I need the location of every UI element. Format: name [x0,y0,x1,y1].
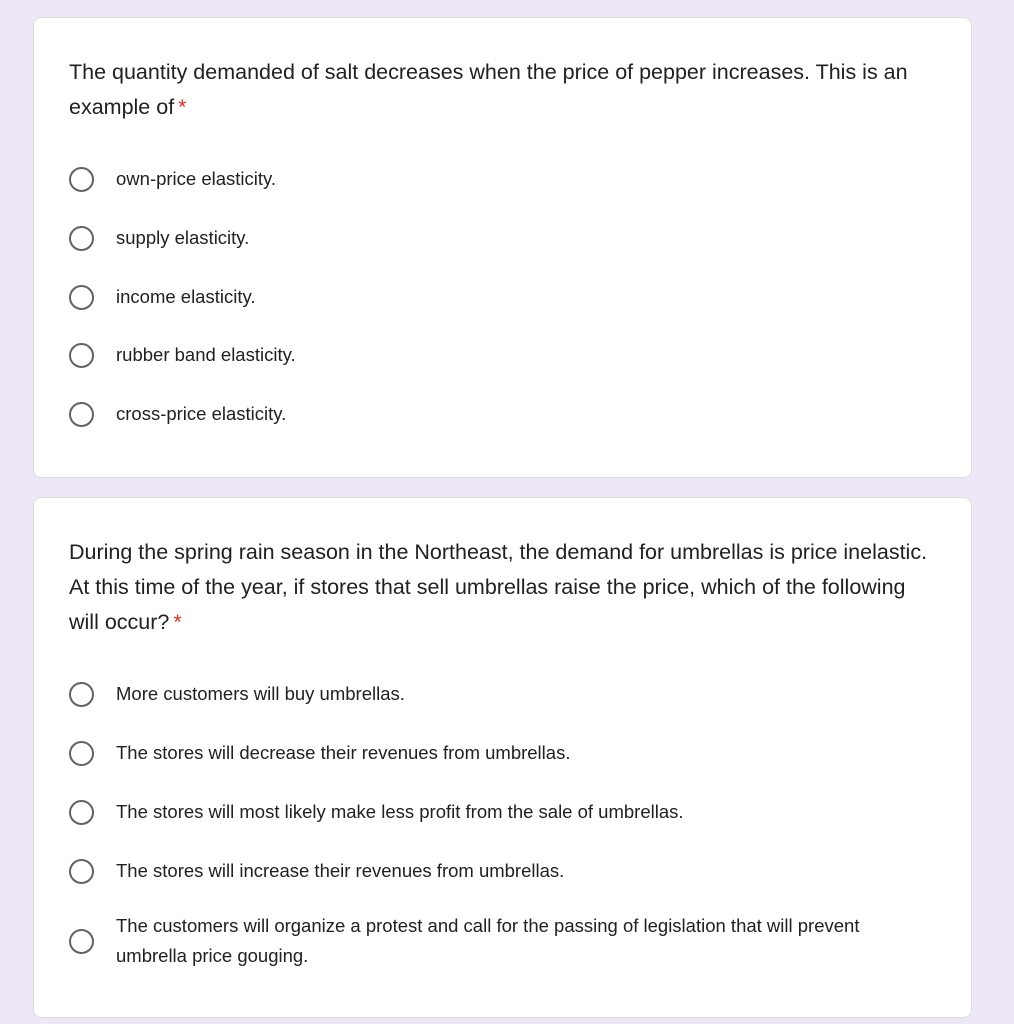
radio-unchecked-icon[interactable] [69,343,94,368]
required-asterisk-1: * [178,95,187,119]
option-label: supply elasticity. [116,227,250,248]
option-increase-revenues[interactable] [69,856,941,886]
radio-unchecked-icon[interactable] [69,741,94,766]
option-rubber-band-elasticity[interactable] [69,340,941,370]
radio-unchecked-icon[interactable] [69,402,94,427]
option-decrease-revenues[interactable] [69,738,941,768]
option-label: The stores will most likely make less profit from the sale of umbrellas. [116,801,684,822]
option-income-elasticity[interactable] [69,282,941,312]
option-customer-protest[interactable] [69,911,941,971]
option-label: The stores will increase their revenues from umbrellas. [116,860,565,881]
question-text-1: The quantity demanded of salt decreases when the price of pepper increases. This is an example of [69,60,908,119]
option-label: income elasticity. [116,286,256,307]
option-own-price-elasticity[interactable] [69,164,941,194]
option-label: rubber band elasticity. [116,344,296,365]
option-label: More customers will buy umbrellas. [116,683,405,704]
option-cross-price-elasticity[interactable] [69,399,941,429]
question-card-1 [33,17,972,478]
radio-unchecked-icon[interactable] [69,800,94,825]
question-card-2 [33,497,972,1018]
option-more-customers[interactable] [69,679,941,709]
radio-unchecked-icon[interactable] [69,859,94,884]
question-title-1 [69,55,941,125]
radio-unchecked-icon[interactable] [69,285,94,310]
radio-unchecked-icon[interactable] [69,682,94,707]
required-asterisk-2: * [173,610,182,634]
option-label: own-price elasticity. [116,168,277,189]
option-label: The stores will decrease their revenues from umbrellas. [116,742,571,763]
option-supply-elasticity[interactable] [69,223,941,253]
option-less-profit[interactable] [69,797,941,827]
question-title-2 [69,535,941,640]
radio-unchecked-icon[interactable] [69,929,94,954]
radio-unchecked-icon[interactable] [69,167,94,192]
radio-unchecked-icon[interactable] [69,226,94,251]
option-label: The customers will organize a protest and call for the passing of legislation that will prevent umbrella price gouging. [116,915,860,966]
option-label: cross-price elasticity. [116,403,287,424]
question-text-2: During the spring rain season in the Northeast, the demand for umbrellas is price inelastic. At this time of the year, if stores that sell umbrellas raise the price, which of the following will occur? [69,540,928,634]
